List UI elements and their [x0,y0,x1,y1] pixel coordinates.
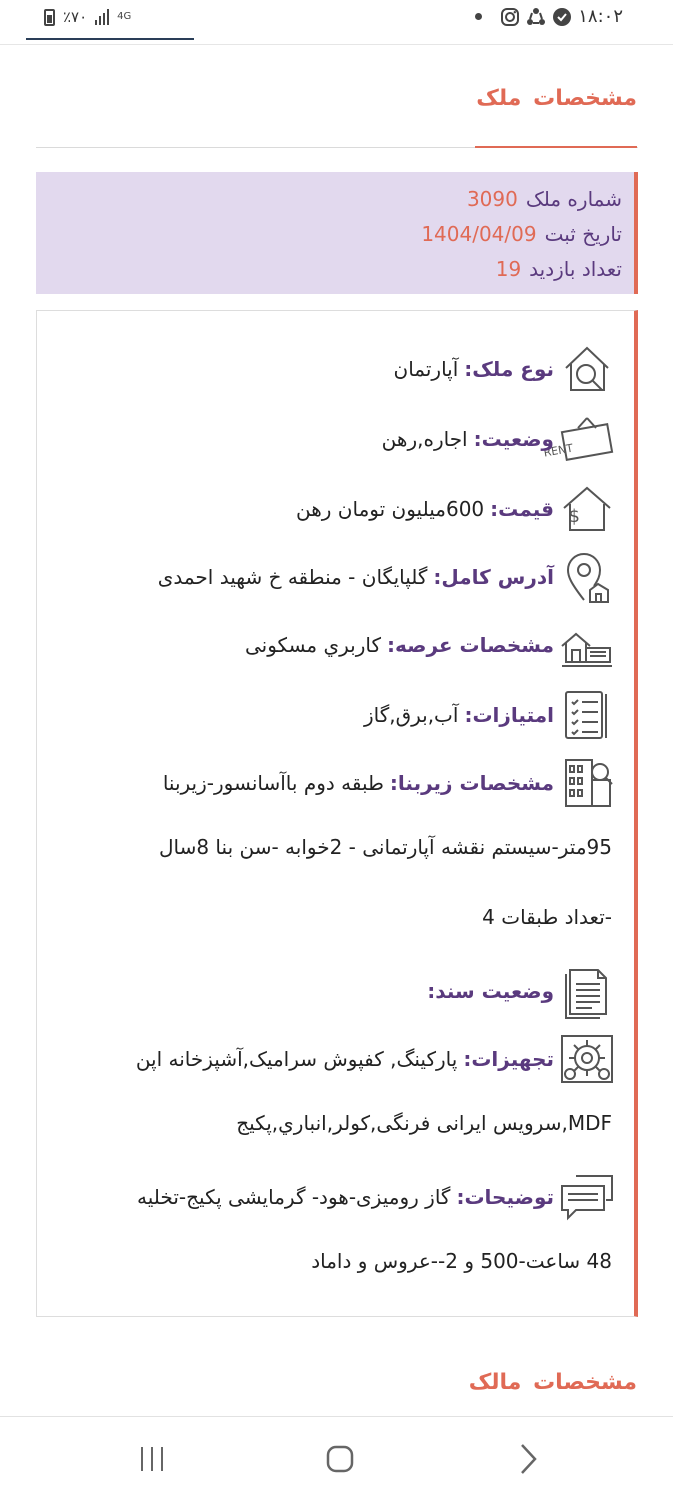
register-date-row [36,217,622,252]
document-icon [560,964,614,1018]
price-value: 600میلیون تومان رهن [296,497,485,521]
status-right [475,6,623,27]
location-pin-icon [560,550,614,604]
notification-dot-icon [475,13,482,20]
notes-value: گاز رومیزی-هود- گرمایشی پکیج-تخلیه [137,1185,451,1209]
notes-value-line2: 48 ساعت-500 و 2--عروس و داماد [311,1249,612,1273]
chat-icon [560,1170,614,1224]
property-section-title: مشخصات ملک [476,86,637,111]
property-number-row [36,182,622,217]
building-label: مشخصات زیربنا [397,771,554,795]
colon: : [433,565,442,589]
property-number-value: 3090 [466,187,518,211]
equipment-label: تجهیزات [471,1047,554,1071]
battery-icon [44,9,55,26]
detail-row-building [57,753,614,813]
utilities-label: امتیازات [472,703,554,727]
checklist-icon [560,688,614,742]
building-value-line3: -تعداد طبقات 4 [482,905,612,929]
type-label: نوع ملک [472,357,554,381]
notes-label: توضیحات [464,1185,554,1209]
deed-label: وضعیت سند [435,979,554,1003]
detail-row-status [57,409,614,469]
status-label: وضعیت [481,427,554,451]
colon: : [464,357,473,381]
top-divider [0,44,673,45]
status-progress-line [26,38,194,40]
house-search-icon [560,342,614,396]
recent-apps-button[interactable] [130,1439,174,1479]
section-title-underline [475,146,637,148]
colon: : [464,703,473,727]
gears-icon [560,1032,614,1086]
status-left [44,8,131,26]
colon: : [387,633,396,657]
detail-row-equipment [57,1029,614,1089]
building-value-line2: 95متر-سیستم نقشه آپارتمانی - 2خوابه -سن بنا 8سال [158,835,612,859]
signal-icon [95,9,109,25]
type-value: آپارتمان [393,357,459,381]
price-label: قیمت [498,497,554,521]
svg-text:RENT: RENT [542,441,574,460]
view-count-value: 19 [495,257,522,281]
home-button[interactable] [318,1439,362,1479]
building-value: طبقه دوم باآسانسور-زیربنا [162,771,384,795]
property-number-label: شماره ملک [525,187,622,211]
colon: : [473,427,482,451]
register-date-value: 1404/04/09 [421,222,537,246]
back-button[interactable] [506,1439,550,1479]
owner-section-title: مشخصات مالک [468,1370,637,1395]
view-count-label: تعداد بازدید [529,257,622,281]
instagram-icon [500,7,520,27]
app-notification-icon [526,7,546,27]
utilities-value: آب,برق,گاز [363,703,459,727]
house-area-icon [560,618,614,672]
detail-row-land [57,615,614,675]
svg-text:$: $ [568,506,580,527]
colon: : [463,1047,472,1071]
colon: : [389,771,398,795]
detail-row-deed [57,961,614,1021]
status-value: اجاره,رهن [381,427,468,451]
detail-row-notes [57,1167,614,1227]
chevron-right-icon [516,1442,540,1476]
home-icon [325,1444,355,1474]
property-details-card [36,310,638,1317]
detail-row-address [57,547,614,607]
system-nav-bar [0,1417,673,1500]
clock: ۱۸:۰۲ [578,6,623,27]
detail-row-type [57,339,614,399]
equipment-value-line2: MDF,سرویس ایرانی فرنگی,کولر,انباري,پکیج [236,1111,612,1135]
land-label: مشخصات عرصه [395,633,554,657]
register-date-label: تاریخ ثبت [544,222,622,246]
address-value: گلپایگان - منطقه خ شهید احمدی [157,565,428,589]
recent-apps-icon [137,1445,167,1473]
address-label: آدرس کامل [441,565,554,589]
status-bar [0,0,673,42]
shield-check-icon [552,7,572,27]
land-value: کاربري مسکونی [244,633,382,657]
house-dollar-icon [560,482,614,536]
detail-row-utilities [57,685,614,745]
view-count-row [36,252,622,287]
battery-level: ٪۷۰ [63,8,88,26]
rent-sign-icon [542,412,614,466]
detail-row-price [57,479,614,539]
equipment-value: پارکینگ, کفپوش سرامیک,آشپزخانه اپن [135,1047,458,1071]
network-type: 4G [117,11,132,22]
building-search-icon [560,756,614,810]
property-info-card [36,172,638,294]
colon: : [490,497,499,521]
colon: : [427,979,436,1003]
colon: : [456,1185,465,1209]
